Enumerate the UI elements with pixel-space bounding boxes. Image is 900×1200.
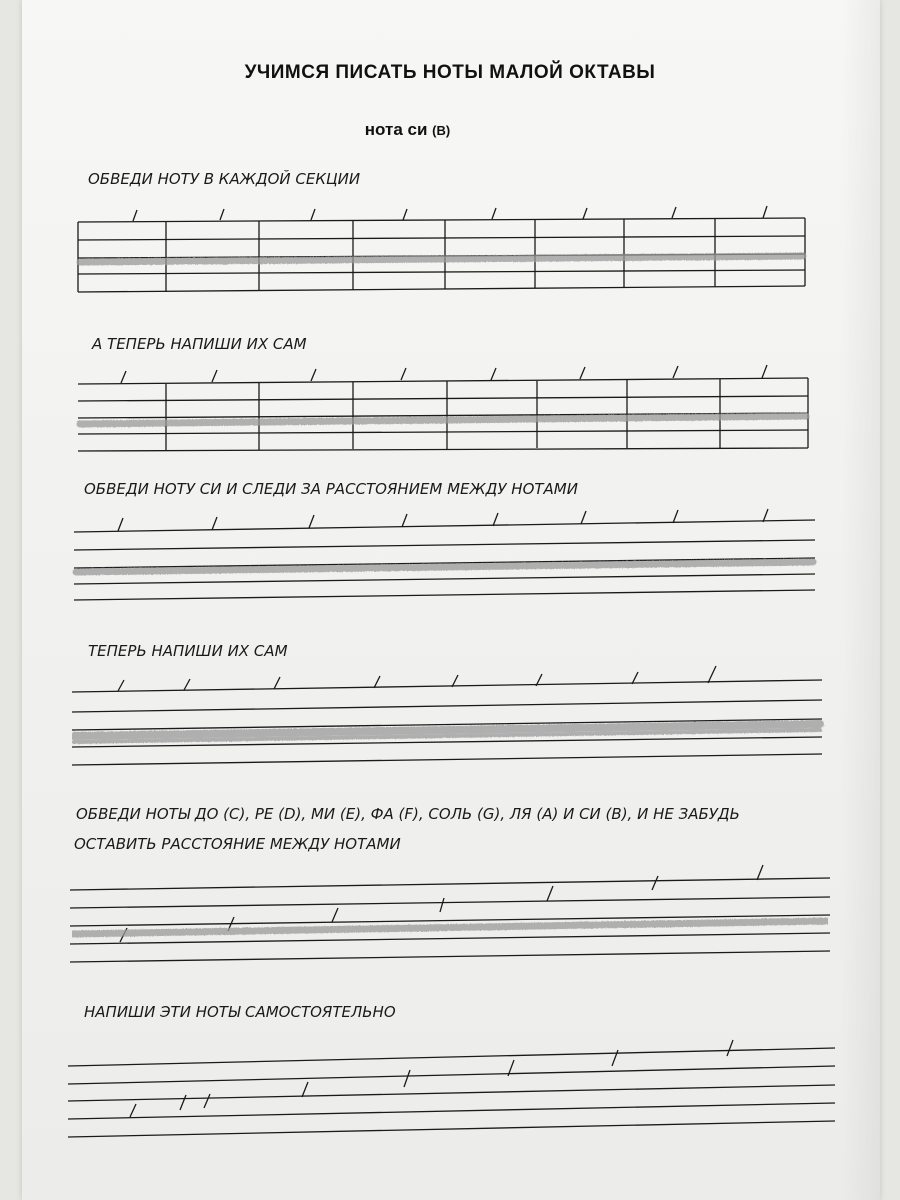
section-5-instruction-line1: ОБВЕДИ НОТЫ ДО (С), РЕ (D), МИ (Е), ФА (F), СОЛЬ (G), ЛЯ (А) И СИ (В), И НЕ ЗАБУДЬ: [76, 805, 740, 823]
pencil-shading-3: [76, 562, 813, 572]
section-3-instruction: ОБВЕДИ НОТУ СИ И СЛЕДИ ЗА РАССТОЯНИЕМ МЕЖДУ НОТАМИ: [84, 480, 578, 498]
section-5-instruction-line2: ОСТАВИТЬ РАССТОЯНИЕ МЕЖДУ НОТАМИ: [74, 835, 401, 853]
section-1-instruction: ОБВЕДИ НОТУ В КАЖДОЙ СЕКЦИИ: [88, 170, 361, 188]
staff-4-notes: [118, 666, 716, 691]
subtitle-letter: (В): [432, 123, 451, 138]
section-6-instruction: НАПИШИ ЭТИ НОТЫ САМОСТОЯТЕЛЬНО: [84, 1003, 396, 1021]
pencil-shading-5: [72, 921, 828, 934]
staff-6: [68, 1048, 835, 1137]
staff-6-notes: [130, 1040, 733, 1117]
section-2-instruction: А ТЕПЕРЬ НАПИШИ ИХ САМ: [92, 335, 307, 353]
staff-3-notes: [118, 509, 768, 531]
worksheet-title: УЧИМСЯ ПИСАТЬ НОТЫ МАЛОЙ ОКТАВЫ: [244, 62, 656, 83]
section-4-instruction: ТЕПЕРЬ НАПИШИ ИХ САМ: [88, 642, 288, 660]
staff-2-notes: [121, 365, 767, 383]
subtitle-text: нота си: [364, 120, 428, 139]
